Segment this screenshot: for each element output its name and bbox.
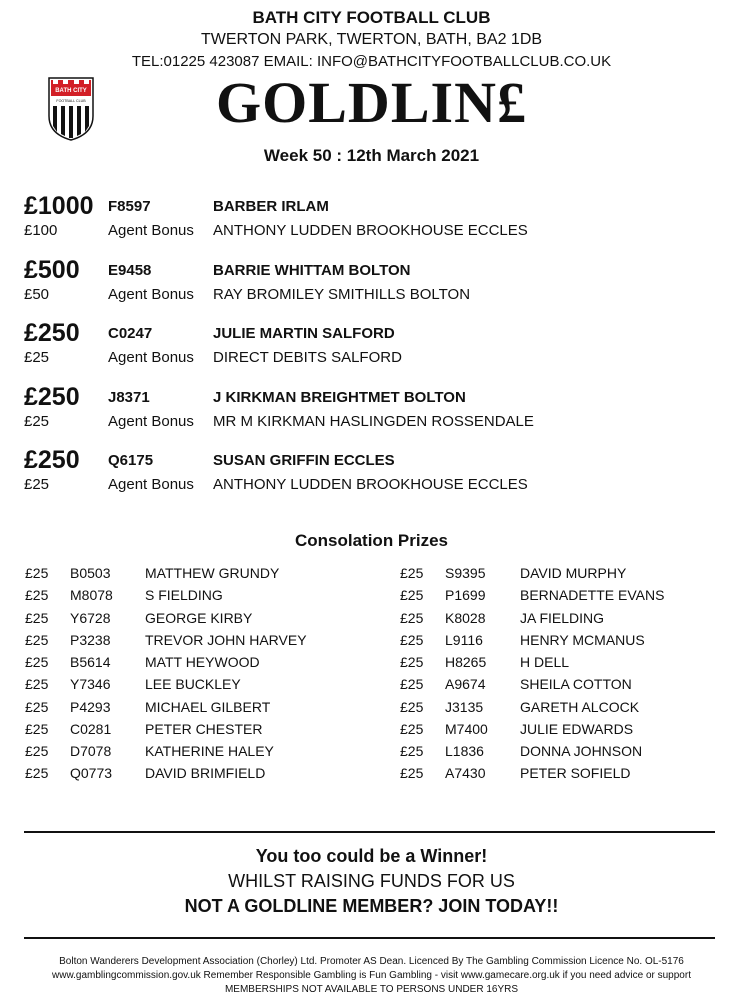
consolation-row xyxy=(25,765,365,787)
consolation-code: Q0773 xyxy=(70,765,113,782)
agent-amount: £25 xyxy=(24,476,50,493)
consolation-row xyxy=(25,676,365,698)
consolation-name: JA FIELDING xyxy=(520,609,605,626)
consolation-left-column xyxy=(25,565,365,788)
consolation-amount: £25 xyxy=(400,765,424,782)
consolation-amount: £25 xyxy=(25,565,49,581)
consolation-row xyxy=(400,654,740,676)
prize-amount: £1000 xyxy=(24,192,94,220)
consolation-name: DAVID BRIMFIELD xyxy=(145,765,266,782)
consolation-row xyxy=(400,676,740,698)
agent-amount: £50 xyxy=(24,286,50,303)
agent-label: Agent Bonus xyxy=(108,286,194,303)
consolation-amount: £25 xyxy=(25,720,49,737)
club-address: TWERTON PARK, TWERTON, BATH, BA2 1DB xyxy=(200,31,543,48)
agent-amount: £25 xyxy=(24,413,50,430)
consolation-row xyxy=(25,721,365,743)
consolation-name: TREVOR JOHN HARVEY xyxy=(145,631,307,648)
agent-label: Agent Bonus xyxy=(108,413,194,430)
consolation-name: GARETH ALCOCK xyxy=(520,698,640,715)
consolation-name: H DELL xyxy=(520,654,570,670)
crest-text-bottom: FOOTBALL CLUB xyxy=(56,99,86,103)
promo-line-3: NOT A GOLDLINE MEMBER? JOIN TODAY!! xyxy=(184,896,559,916)
consolation-name: JULIE EDWARDS xyxy=(520,720,634,737)
consolation-name: S FIELDING xyxy=(145,587,223,604)
goldline-title: GOLDLIN£ xyxy=(216,70,527,135)
footer-age-restriction: MEMBERSHIPS NOT AVAILABLE TO PERSONS UNDER 16YRS xyxy=(224,984,519,995)
consolation-row xyxy=(400,721,740,743)
consolation-name: MATT HEYWOOD xyxy=(145,654,260,670)
consolation-row xyxy=(25,699,365,721)
consolation-name: GEORGE KIRBY xyxy=(145,609,253,626)
consolation-name: DONNA JOHNSON xyxy=(520,743,643,759)
consolation-code: A7430 xyxy=(445,765,486,782)
consolation-name: HENRY MCMANUS xyxy=(520,631,645,648)
consolation-name: LEE BUCKLEY xyxy=(145,676,241,693)
consolation-amount: £25 xyxy=(400,587,424,604)
prize-code: J8371 xyxy=(108,389,150,406)
consolation-row xyxy=(400,565,740,587)
consolation-code: P1699 xyxy=(445,587,486,604)
consolation-row xyxy=(25,632,365,654)
consolation-row xyxy=(400,743,740,765)
consolation-amount: £25 xyxy=(25,654,49,670)
prize-winner: SUSAN GRIFFIN ECCLES xyxy=(213,452,395,469)
consolation-row xyxy=(25,587,365,609)
consolation-code: L1836 xyxy=(445,743,484,759)
consolation-code: L9116 xyxy=(445,631,483,648)
consolation-name: PETER SOFIELD xyxy=(520,765,631,782)
agent-name: DIRECT DEBITS SALFORD xyxy=(213,349,402,366)
consolation-amount: £25 xyxy=(400,631,424,648)
consolation-amount: £25 xyxy=(400,743,424,759)
consolation-amount: £25 xyxy=(400,609,424,626)
divider-bottom xyxy=(24,937,715,939)
club-contact: TEL:01225 423087 EMAIL: INFO@BATHCITYFOOTBALLCLUB.CO.UK xyxy=(131,53,612,70)
consolation-name: MICHAEL GILBERT xyxy=(145,698,271,715)
consolation-name: KATHERINE HALEY xyxy=(145,743,274,759)
consolation-amount: £25 xyxy=(25,765,49,782)
agent-name: RAY BROMILEY SMITHILLS BOLTON xyxy=(213,286,471,303)
consolation-code: S9395 xyxy=(445,565,486,581)
consolation-amount: £25 xyxy=(400,698,424,715)
consolation-amount: £25 xyxy=(25,698,49,715)
consolation-row xyxy=(400,587,740,609)
prize-code: E9458 xyxy=(108,262,152,279)
consolation-code: C0281 xyxy=(70,720,112,737)
agent-amount: £100 xyxy=(24,222,58,239)
prize-code: C0247 xyxy=(108,325,153,342)
agent-name: MR M KIRKMAN HASLINGDEN ROSSENDALE xyxy=(213,413,534,430)
consolation-name: BERNADETTE EVANS xyxy=(520,587,665,604)
prize-amount: £250 xyxy=(24,383,80,411)
consolation-code: D7078 xyxy=(70,743,112,759)
consolation-amount: £25 xyxy=(25,587,49,604)
consolation-code: A9674 xyxy=(445,676,486,693)
prize-winner: BARBER IRLAM xyxy=(213,198,329,215)
consolation-row xyxy=(25,654,365,676)
consolation-code: M8078 xyxy=(70,587,113,604)
consolation-row xyxy=(400,610,740,632)
consolation-code: H8265 xyxy=(445,654,487,670)
consolation-amount: £25 xyxy=(25,631,49,648)
prize-code: F8597 xyxy=(108,198,151,215)
consolation-name: DAVID MURPHY xyxy=(520,565,627,581)
prize-winner: JULIE MARTIN SALFORD xyxy=(213,325,395,342)
consolation-code: Y6728 xyxy=(70,609,111,626)
consolation-row xyxy=(25,610,365,632)
consolation-amount: £25 xyxy=(400,654,424,670)
prize-winner: J KIRKMAN BREIGHTMET BOLTON xyxy=(213,389,466,406)
consolation-name: MATTHEW GRUNDY xyxy=(145,565,280,581)
agent-amount: £25 xyxy=(24,349,50,366)
consolation-code: K8028 xyxy=(445,609,486,626)
prize-winner: BARRIE WHITTAM BOLTON xyxy=(213,262,411,279)
consolation-code: Y7346 xyxy=(70,676,111,693)
consolation-amount: £25 xyxy=(25,676,49,693)
consolation-amount: £25 xyxy=(400,565,424,581)
consolation-amount: £25 xyxy=(400,720,424,737)
prize-code: Q6175 xyxy=(108,452,154,469)
consolation-code: P4293 xyxy=(70,698,111,715)
consolation-amount: £25 xyxy=(25,609,49,626)
prize-amount: £500 xyxy=(24,256,80,284)
consolation-row xyxy=(400,632,740,654)
consolation-row xyxy=(400,699,740,721)
week-date: Week 50 : 12th March 2021 xyxy=(263,146,480,165)
consolation-code: M7400 xyxy=(445,720,488,737)
agent-name: ANTHONY LUDDEN BROOKHOUSE ECCLES xyxy=(213,222,528,239)
consolation-name: PETER CHESTER xyxy=(145,720,263,737)
crest-text-top: BATH CITY xyxy=(55,88,87,94)
consolation-amount: £25 xyxy=(400,676,424,693)
prize-amount: £250 xyxy=(24,446,80,474)
consolation-heading: Consolation Prizes xyxy=(294,531,449,550)
consolation-code: B5614 xyxy=(70,654,111,670)
agent-label: Agent Bonus xyxy=(108,476,194,493)
consolation-row xyxy=(25,565,365,587)
consolation-amount: £25 xyxy=(25,743,49,759)
consolation-row xyxy=(25,743,365,765)
promo-line-1: You too could be a Winner! xyxy=(255,846,488,866)
footer-licence: Bolton Wanderers Development Association (Chorley) Ltd. Promoter AS Dean. Licenced By The Gambling Commission Licence No. OL-5176 xyxy=(59,956,684,967)
agent-label: Agent Bonus xyxy=(108,222,194,239)
divider-top xyxy=(24,831,715,833)
consolation-name: SHEILA COTTON xyxy=(520,676,632,693)
consolation-code: B0503 xyxy=(70,565,111,581)
footer-responsible-gambling: www.gamblingcommission.gov.uk Remember Responsible Gambling is Fun Gambling - visit www.gamecare.org.uk if you need advice or support xyxy=(52,970,691,981)
club-name: BATH CITY FOOTBALL CLUB xyxy=(252,8,491,27)
consolation-row xyxy=(400,765,740,787)
prize-amount: £250 xyxy=(24,319,80,347)
consolation-right-column xyxy=(400,565,740,788)
consolation-code: J3135 xyxy=(445,698,484,715)
consolation-code: P3238 xyxy=(70,631,111,648)
agent-label: Agent Bonus xyxy=(108,349,194,366)
agent-name: ANTHONY LUDDEN BROOKHOUSE ECCLES xyxy=(213,476,528,493)
promo-line-2: WHILST RAISING FUNDS FOR US xyxy=(228,871,515,891)
